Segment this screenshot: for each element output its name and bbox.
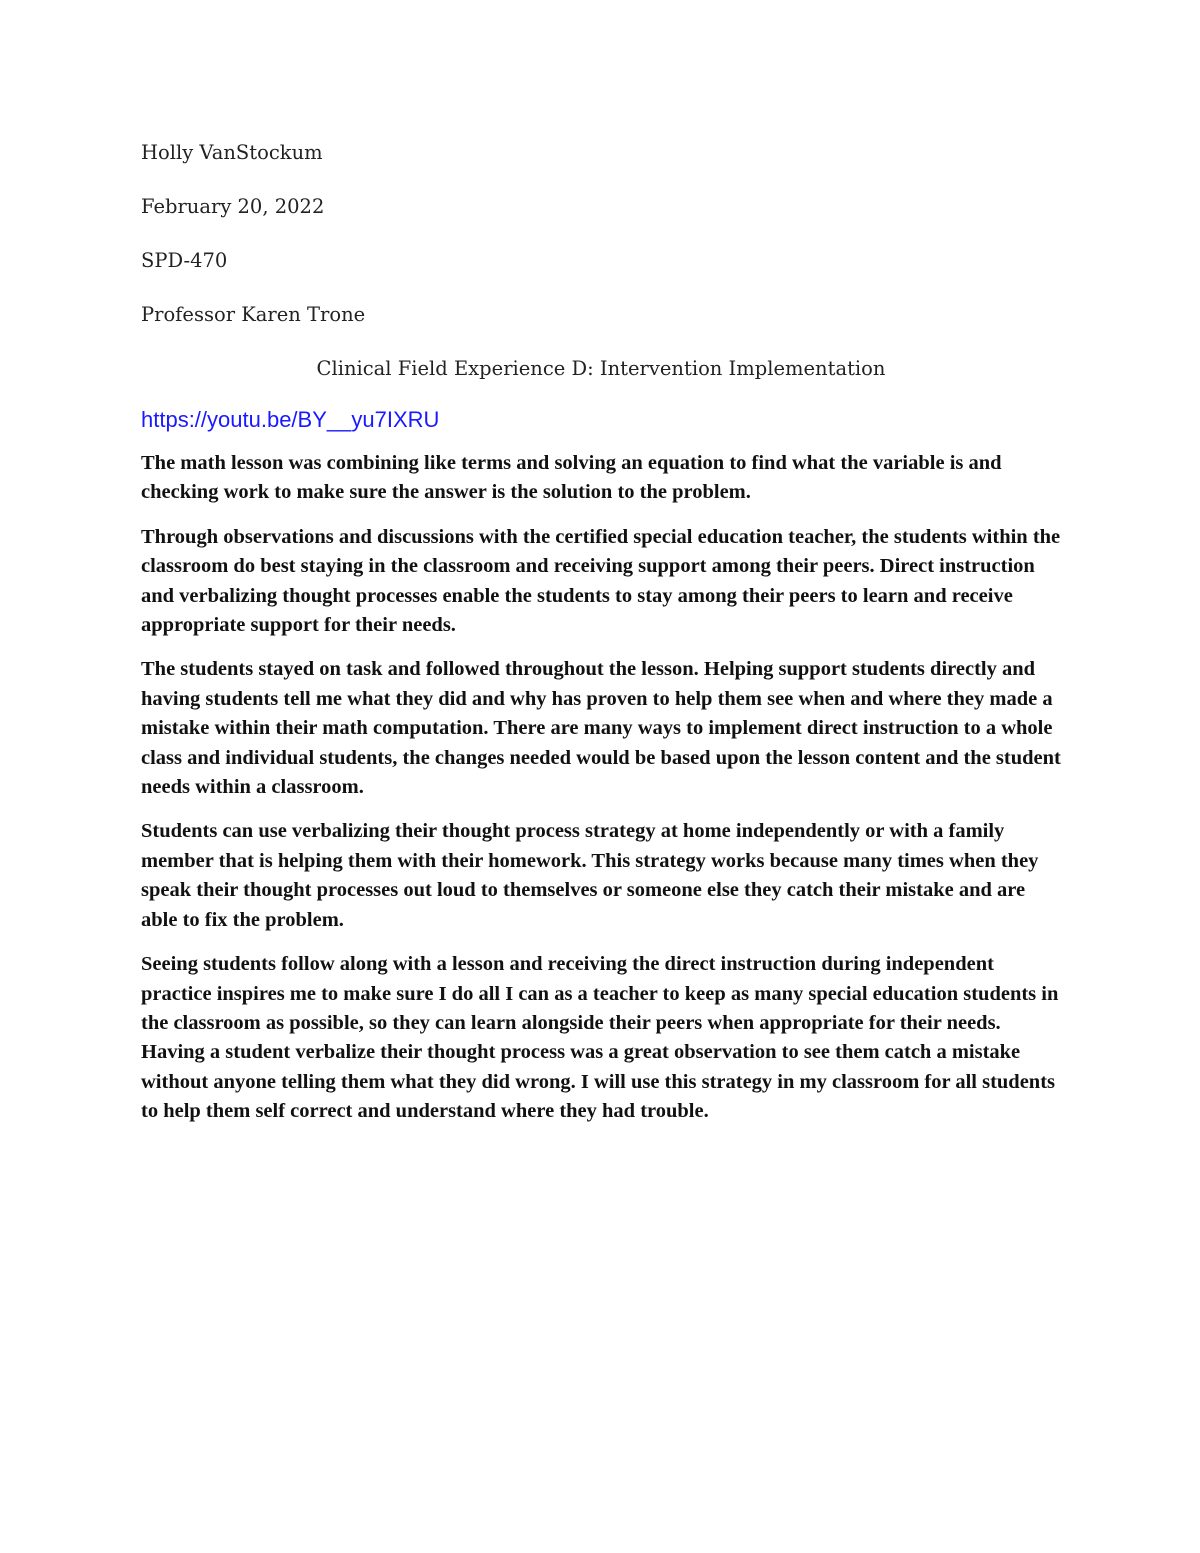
paragraph-observations: Through observations and discussions with the certified special education teacher, the students within the classroom do best staying in the classroom and receiving support among their peers. Direct instruction and verbalizing thought processes enable the students to stay among their peers to learn and receive appropriate support for their needs.: [141, 525, 1061, 637]
document-title: Clinical Field Experience D: Intervention Implementation: [316, 357, 886, 380]
paragraph-home-strategy: Students can use verbalizing their thought process strategy at home independently or with a family member that is helping them with their homework. This strategy works because many times when they speak their thought processes out loud to themselves or someone else they catch their mistake and are able to fix the problem.: [141, 820, 1039, 931]
professor-name: Professor Karen Trone: [141, 303, 366, 326]
document-date: February 20, 2022: [141, 195, 325, 218]
paragraph-lesson-summary: The math lesson was combining like terms and solving an equation to find what the variable is and checking work to make sure the answer is the solution to the problem.: [141, 452, 1002, 504]
video-link[interactable]: https://youtu.be/BY__yu7IXRU: [141, 407, 440, 432]
document-body: [141, 140, 1061, 1142]
paragraph-reflection: Seeing students follow along with a lesson and receiving the direct instruction during independent practice inspires me to make sure I do all I can as a teacher to keep as many special education students in the classroom as possible, so they can learn alongside their peers when appropriate for their needs. Having a student verbalize their thought process was a great observation to see them catch a mistake without anyone telling them what they did wrong. I will use this strategy in my classroom for all students to help them self correct and understand where they had trouble.: [141, 953, 1059, 1123]
author-name: Holly VanStockum: [141, 141, 323, 164]
course-code: SPD-470: [141, 249, 228, 272]
paragraph-student-task: The students stayed on task and followed throughout the lesson. Helping support students directly and having students tell me what they did and why has proven to help them see when and where they made a mistake within their math computation. There are many ways to implement direct instruction to a whole class and individual students, the changes needed would be based upon the lesson content and the student needs within a classroom.: [141, 658, 1061, 799]
